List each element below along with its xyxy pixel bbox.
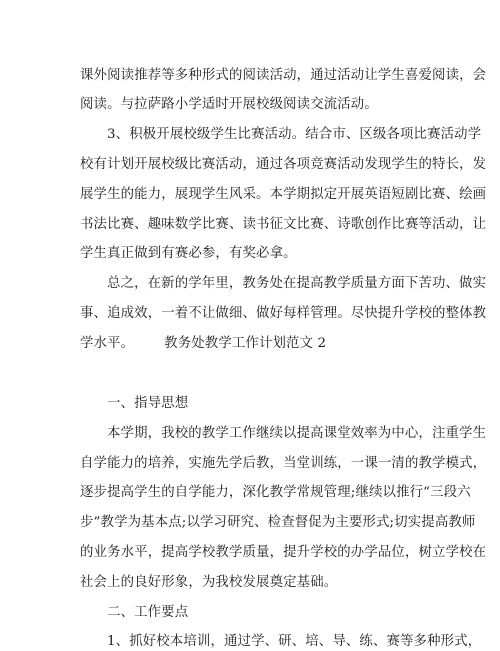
section-heading: 一、指导思想	[107, 396, 189, 411]
text-line: 的业务水平，提高学校教学质量，提升学校的办学品位，树立学校在	[80, 545, 487, 560]
text-line: 逐步提高学生的自学能力，深化教学常规管理;继续以推行“三段六	[80, 485, 471, 500]
text-line: 书法比赛、趣味数学比赛、读书征文比赛、诗歌创作比赛等活动，让	[80, 217, 487, 232]
text-line	[80, 335, 326, 353]
text-line: 阅读。与拉萨路小学适时开展校级阅读交流活动。	[80, 97, 378, 112]
text-line: 1、抓好校本培训，通过学、研、培、导、练、赛等多种形式，	[107, 634, 482, 649]
text-line: 本学期，我校的教学工作继续以提高课堂效率为中心，注重学生	[107, 426, 487, 441]
text-line: 自学能力的培养，实施先学后教，当堂训练，一课一清的教学模式，	[80, 456, 487, 471]
text-line: 校有计划开展校级比赛活动，通过各项竞赛活动发现学生的特长，发	[80, 157, 487, 172]
section-heading: 二、工作要点	[107, 605, 189, 620]
text-line: 步”教学为基本点;以学习研究、检查督促为主要形式;切实提高教师	[80, 515, 476, 530]
text-line: 总之，在新的学年里，教务处在提高教学质量方面下苦功、做实	[107, 276, 487, 291]
text-line: 社会上的良好形象，为我校发展奠定基础。	[80, 575, 338, 590]
text-line: 课外阅读推荐等多种形式的阅读活动，通过活动让学生喜爱阅读，会	[80, 68, 487, 83]
text-line: 事、追成效，一着不让做细、做好每样管理。尽快提升学校的整体教	[80, 306, 487, 321]
text-fragment: 学水平。	[80, 336, 135, 351]
text-line: 学生真正做到有赛必参，有奖必拿。	[80, 246, 297, 261]
text-line: 3、积极开展校级学生比赛活动。结合市、区级各项比赛活动学	[107, 127, 482, 142]
document-title: 教务处教学工作计划范文 2	[164, 336, 327, 351]
text-line: 展学生的能力，展现学生风采。本学期拟定开展英语短剧比赛、绘画	[80, 187, 487, 202]
